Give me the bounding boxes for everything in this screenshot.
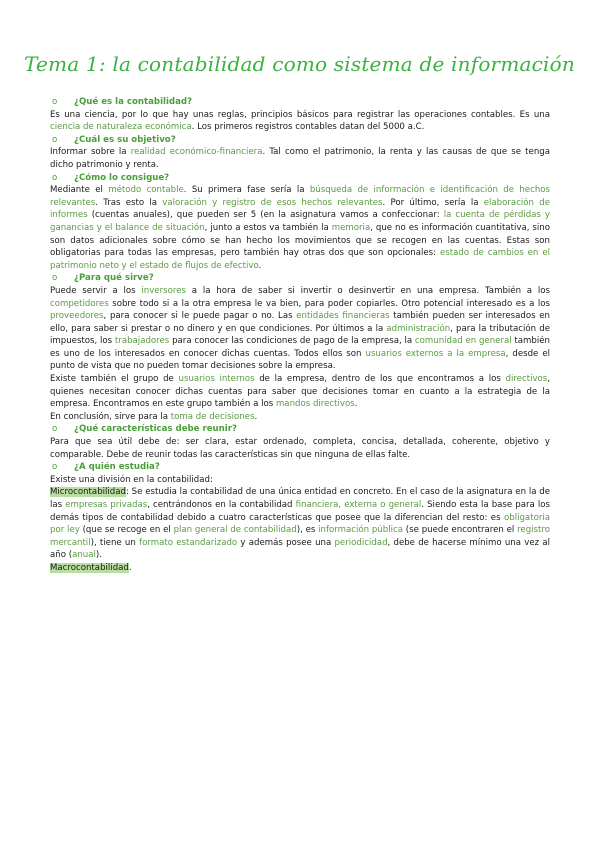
text: y además posee una — [240, 537, 332, 548]
highlight-term: información pública — [318, 525, 404, 536]
text: ), es — [296, 525, 316, 536]
highlight-term: financiera, externa o general — [295, 500, 422, 510]
answer-paragraph — [50, 285, 550, 373]
highlight-term: plan general de contabilidad — [173, 525, 297, 536]
text: En conclusión, sirve para la — [50, 411, 169, 422]
text: también pueden ser interesados en ello, para saber si prestar o no dinero y en que condiciones. Por últimos a la — [50, 311, 551, 334]
document-title: Tema 1: la contabilidad como sistema de información — [24, 52, 575, 76]
text: (que se recoge en el — [82, 525, 171, 536]
text: . — [354, 399, 358, 410]
text: . — [254, 411, 258, 422]
text: Existe también el grupo de — [50, 374, 174, 385]
text: , que no es información cuantitativa, sino son datos adicionales sobre cómo se han hecho los movimientos que se recogen en las cuentas. Estas son obligatorias para todas las empresas, pero también hay otras dos que son opcionales: — [50, 222, 551, 259]
highlight-term: memoria — [331, 222, 371, 233]
highlight-term: la cuenta de pérdidas y ganancias y el balance de situación — [50, 210, 551, 233]
answer-paragraph — [50, 474, 550, 487]
highlight-term: registro mercantil — [50, 525, 551, 548]
text: Informar sobre la — [50, 147, 127, 158]
question-heading — [50, 134, 550, 147]
answer-paragraph — [50, 562, 550, 575]
bullet-icon: o — [52, 273, 58, 284]
highlight-term: mandos directivos — [275, 399, 355, 410]
text: . — [258, 260, 262, 271]
highlight-term: empresas privadas — [65, 500, 148, 510]
text: a la hora de saber si invertir o desinvertir en una empresa. También a los — [191, 285, 550, 296]
answer-paragraph — [50, 184, 550, 272]
text: , centrándonos en la contabilidad — [147, 500, 293, 510]
highlight-term: inversores — [141, 285, 186, 296]
highlight-term: anual — [72, 550, 96, 561]
marked-term: Macrocontabilidad — [50, 562, 129, 573]
highlight-term: elaboración de informes — [50, 197, 550, 221]
answer-paragraph — [50, 373, 550, 411]
answer-paragraph — [50, 411, 550, 424]
text: . Los primeros registros contables datan del 5000 a.C. — [191, 122, 425, 133]
highlight-term: proveedores — [50, 311, 104, 322]
question-text: ¿A quién estudia? — [74, 462, 160, 473]
highlight-term: periodicidad — [334, 537, 388, 548]
text: . Su primera fase sería la — [183, 185, 305, 196]
text: . Por último, sería la — [382, 197, 479, 208]
bullet-icon: o — [52, 97, 58, 107]
highlight-term: realidad económico-financiera — [130, 147, 263, 158]
text: . — [128, 562, 132, 573]
highlight-term: estado de cambios en el patrimonio neto y el estado de flujos de efectivo — [50, 248, 550, 271]
text: : Se estudia la contabilidad de una única entidad en concreto. En el caso de la asignatura en la de las — [50, 487, 550, 510]
highlight-term: competidores — [50, 298, 109, 309]
text: también es uno de los interesados en conocer dichas cuentas. Todos ellos son — [50, 336, 550, 359]
question-heading — [50, 461, 550, 474]
text: ). — [95, 550, 102, 561]
question-heading — [50, 96, 550, 109]
highlight-term: toma de decisiones — [170, 411, 255, 422]
text: . Tal como el patrimonio, la renta y las causas de que se tenga dicho patrimonio y renta. — [50, 147, 550, 170]
highlight-term: valoración y registro de esos hechos relevantes — [162, 197, 383, 208]
text: sobre todo si a la otra empresa le va bien, para poder copiarles. Otro potencial interesado es a los — [112, 298, 550, 309]
answer-paragraph — [50, 109, 550, 134]
highlight-term: entidades financieras — [296, 311, 390, 322]
text: Mediante el — [50, 185, 103, 196]
question-text: ¿Para qué sirve? — [74, 273, 154, 284]
text: , debe de hacerse mínimo una vez al año ( — [50, 537, 551, 561]
text: , para la tributación de impuestos, los — [50, 323, 550, 347]
marked-term: Microcontabilidad — [50, 487, 126, 498]
text: , quienes necesitan conocer dichas cuentas para saber que decisiones tomar en cuanto a la estrategia de la empresa. Encontramos en este grupo también a los — [50, 374, 551, 410]
highlight-term: usuarios internos — [178, 374, 255, 385]
answer-paragraph — [50, 146, 550, 171]
text: Puede servir a los — [50, 285, 136, 296]
text: , desde el punto de vista que no pueden tomar decisiones sobre la empresa. — [50, 348, 551, 372]
text: para conocer las condiciones de pago de la empresa, la — [172, 336, 413, 347]
highlight-term: búsqueda de información e identificación de hechos relevantes — [50, 185, 551, 208]
question-text: ¿Cómo lo consigue? — [74, 172, 170, 183]
highlight-term: obligatoria por ley — [50, 512, 551, 536]
highlight-term: método contable — [108, 185, 184, 196]
highlight-term: ciencia de naturaleza económica — [50, 122, 192, 133]
highlight-term: formato estandarizado — [139, 537, 238, 548]
answer-paragraph — [50, 486, 550, 562]
answer-paragraph — [50, 436, 550, 461]
text: de la empresa, dentro de los que encontramos a los — [259, 374, 501, 385]
bullet-icon: o — [52, 172, 58, 183]
question-text: ¿Qué características debe reunir? — [74, 424, 237, 435]
text: (cuentas anuales), que pueden ser 5 (en la asignatura vamos a confeccionar: — [91, 210, 440, 221]
bullet-icon: o — [52, 134, 58, 145]
text: (se puede encontraren el — [405, 525, 515, 536]
document-body — [50, 96, 550, 575]
highlight-term: administración — [386, 323, 451, 334]
bullet-icon: o — [52, 462, 58, 473]
question-text: ¿Qué es la contabilidad? — [74, 97, 193, 107]
text: Para que sea útil debe de: ser clara, estar ordenado, completa, concisa, detallada, coherente, objetivo y comparable. Debe de reunir todas las características sin que ninguna de ellas falte. — [50, 437, 550, 460]
question-heading — [50, 272, 550, 285]
highlight-term: directivos — [505, 374, 548, 385]
highlight-term: comunidad en general — [414, 336, 512, 347]
question-text: ¿Cuál es su objetivo? — [74, 134, 176, 145]
text: , junto a estos va también la — [204, 222, 329, 233]
highlight-term: trabajadores — [114, 336, 170, 347]
text: . Tras esto la — [95, 197, 158, 208]
text: , para conocer si le puede pagar o no. Las — [103, 311, 293, 322]
text: ), tiene un — [90, 537, 136, 548]
text: . Siendo esta la base para los demás tipos de contabilidad debido a cuatro características que posee que la diferencian del resto: es — [50, 500, 551, 523]
text: Existe una división en la contabilidad: — [50, 474, 213, 485]
highlight-term: usuarios externos a la empresa — [365, 348, 506, 359]
bullet-icon: o — [52, 424, 58, 435]
text: Es una ciencia, por lo que hay unas reglas, principios básicos para registrar las operaciones contables. Es una — [50, 109, 550, 120]
question-heading — [50, 423, 550, 436]
question-heading — [50, 172, 550, 185]
